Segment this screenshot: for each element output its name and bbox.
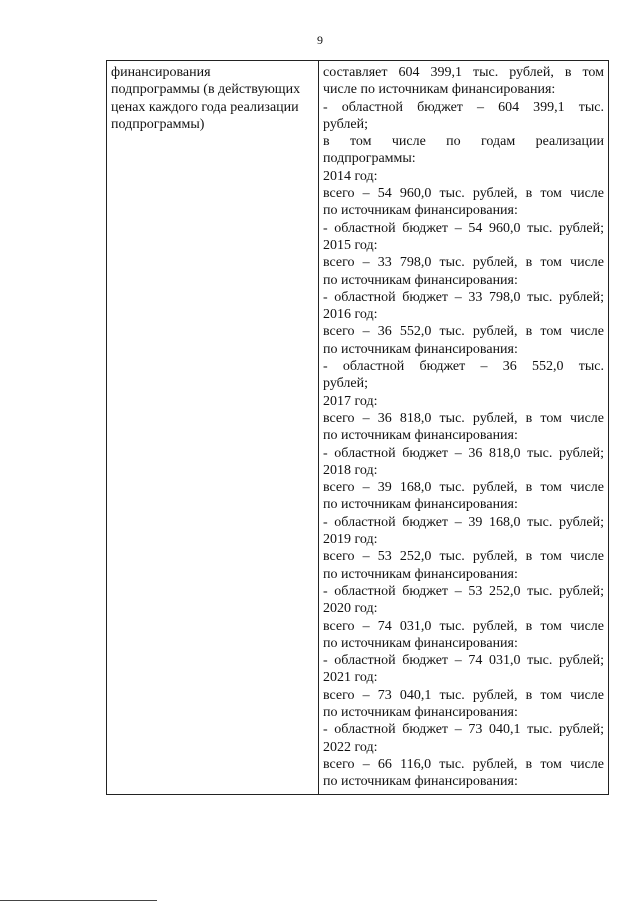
value-line: всего – 53 252,0 тыс. рублей, в том числе	[323, 549, 604, 565]
value-line: числе по источникам финансирования:	[323, 82, 556, 98]
footnote-rule	[0, 900, 157, 901]
value-line: - областной бюджет – 73 040,1 тыс. рублей;	[323, 722, 604, 738]
value-line: рублей;	[323, 116, 368, 132]
value-line: всего – 74 031,0 тыс. рублей, в том числе	[323, 618, 604, 634]
financing-value-cell	[319, 61, 609, 795]
value-line: - областной бюджет – 33 798,0 тыс. рублей;	[323, 289, 604, 305]
value-line: по источникам финансирования:	[323, 566, 518, 582]
financing-table	[106, 60, 609, 795]
value-line: - областной бюджет – 36 818,0 тыс. рублей;	[323, 445, 604, 461]
value-line: 2018 год:	[323, 462, 378, 478]
value-line: 2017 год:	[323, 393, 378, 409]
value-line: - областной бюджет – 39 168,0 тыс. рублей;	[323, 514, 604, 530]
value-line: всего – 73 040,1 тыс. рублей, в том числе	[323, 687, 604, 703]
value-line: по источникам финансирования:	[323, 272, 518, 288]
value-line: всего – 36 818,0 тыс. рублей, в том числе	[323, 410, 604, 426]
financing-label-cell	[107, 61, 319, 795]
value-line: составляет 604 399,1 тыс. рублей, в том	[323, 65, 604, 80]
value-line: по источникам финансирования:	[323, 428, 518, 444]
value-line: по источникам финансирования:	[323, 704, 518, 720]
value-line: 2021 год:	[323, 670, 378, 686]
value-line: всего – 66 116,0 тыс. рублей, в том числе	[323, 756, 604, 772]
label-line: ценах каждого года реализации	[111, 99, 299, 115]
value-line: по источникам финансирования:	[323, 203, 518, 219]
value-line: 2014 год:	[323, 168, 378, 184]
value-line: в том числе по годам реализации	[323, 134, 604, 150]
label-line: подпрограммы (в действующих	[111, 82, 301, 98]
value-line: 2019 год:	[323, 532, 378, 548]
value-line: - областной бюджет – 54 960,0 тыс. рублей;	[323, 220, 604, 236]
label-line: подпрограммы)	[111, 116, 205, 132]
value-line: 2016 год:	[323, 307, 378, 323]
value-line: - областной бюджет – 74 031,0 тыс. рублей;	[323, 653, 604, 669]
value-line: - областной бюджет – 604 399,1 тыс.	[323, 99, 604, 115]
value-line: - областной бюджет – 36 552,0 тыс.	[323, 359, 604, 375]
value-line: по источникам финансирования:	[323, 635, 518, 651]
page-number: 9	[317, 33, 323, 47]
value-line: всего – 33 798,0 тыс. рублей, в том числе	[323, 255, 604, 271]
value-line: по источникам финансирования:	[323, 497, 518, 513]
value-line: 2022 год:	[323, 739, 378, 755]
value-line: подпрограммы:	[323, 151, 416, 167]
value-line: по источникам финансирования:	[323, 774, 518, 790]
value-line: всего – 39 168,0 тыс. рублей, в том числе	[323, 480, 604, 496]
label-line: финансирования	[111, 65, 211, 80]
value-line: всего – 54 960,0 тыс. рублей, в том числе	[323, 186, 604, 202]
value-line: по источникам финансирования:	[323, 341, 518, 357]
table-row	[107, 61, 609, 795]
value-line: 2020 год:	[323, 601, 378, 617]
value-line: всего – 36 552,0 тыс. рублей, в том числе	[323, 324, 604, 340]
value-line: 2015 год:	[323, 237, 378, 253]
value-line: - областной бюджет – 53 252,0 тыс. рублей;	[323, 583, 604, 599]
value-line: рублей;	[323, 376, 368, 392]
